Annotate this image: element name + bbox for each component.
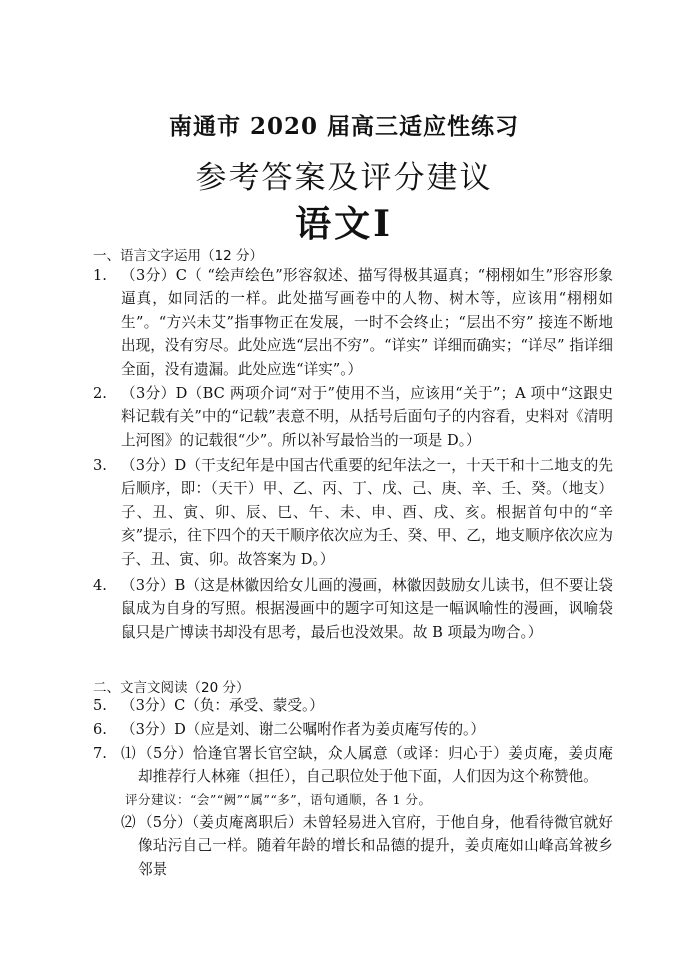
sub-answer-number: ⑵	[121, 813, 136, 831]
subject-title: 语文Ⅰ	[295, 203, 393, 245]
item-number: 7.	[93, 745, 107, 762]
sub-answer-text: （5分）恰逢官署长官空缺，众人属意（或译：归心于）姜贞庵，姜贞庵却推荐行人林雍（担任），自己职位处于他下面，人们因为这个称赞他。	[138, 745, 613, 786]
document-subtitle: 参考答案及评分建议	[195, 160, 493, 196]
answer-item-2	[93, 382, 613, 452]
answer-item-6	[93, 718, 613, 741]
item-text: （3分）D（干支纪年是中国古代重要的纪年法之一，十天干和十二地支的先后顺序，即：（天干）甲、乙、丙、丁、戊、己、庚、辛、壬、癸。（地支）子、丑、寅、卯、辰、巳、午、未、申、酉、戌、亥。根据首句中的“辛亥”提示，往下四个的天干顺序依次应为壬、癸、甲、乙，地支顺序依次应为子、丑、寅、卯。故答案为 D。）	[121, 457, 613, 568]
answer-item-5	[93, 694, 613, 717]
item-text: （3分）C（负：承受、蒙受。）	[121, 697, 324, 714]
item-number: 1.	[93, 267, 107, 284]
sub-answer-2	[121, 811, 613, 881]
item-text: （3分）B（这是林徽因给女儿画的漫画，林徽因鼓励女儿读书，但不要让袋鼠成为自身的写照。根据漫画中的题字可知这是一幅讽喻性的漫画，讽喻袋鼠只是广博读书却没有思考，最后也没效果。故 B 项最为吻合。）	[121, 577, 613, 641]
sub-answer-number: ⑴	[121, 745, 136, 762]
item-number: 3.	[93, 457, 107, 474]
section-heading-language-use: 一、语言文字运用（12 分）	[93, 248, 263, 264]
scoring-note: 评分建议：“会”“阙”“属”“多”，语句通顺，各 1 分。	[125, 791, 432, 807]
answer-item-4	[93, 574, 613, 644]
item-number: 5.	[93, 697, 107, 714]
exam-title: 南通市 2020 届高三适应性练习	[168, 113, 520, 140]
answer-item-3	[93, 454, 613, 571]
sub-answer-1	[121, 742, 613, 789]
item-text: （3分）D（应是刘、谢二公嘱咐作者为姜贞庵写传的。）	[121, 721, 485, 738]
item-text: （3分）C（ “绘声绘色”形容叙述、描写得极其逼真；“栩栩如生”形容形象逼真，如同活的一样。此处描写画卷中的人物、树木等，应该用“栩栩如生”。“方兴未艾”指事物正在发展，一时不会终止；“层出不穷” 接连不断地出现，没有穷尽。此处应选“层出不穷”。“详实” 详细而确实；“详尽” 指详细全面，没有遗漏。此处应选“详实”。）	[121, 267, 613, 378]
item-number: 6.	[93, 721, 107, 738]
answer-item-7	[93, 742, 613, 881]
item-text: （3分）D（BC 两项介词“对于”使用不当，应该用“关于”；A 项中“这跟史料记载有关”中的“记载”表意不明，从括号后面句子的内容看，史料对《清明上河图》的记载很“少”。所以补写最恰当的一项是 D。）	[121, 385, 613, 449]
sub-answer-text: （5分）（姜贞庵离职后）未曾轻易进入官府，于他自身，他看待微官就好像玷污自己一样。随着年龄的增长和品德的提升，姜贞庵如山峰高耸被乡邻景	[138, 813, 613, 878]
section-heading-classical-reading: 二、文言文阅读（20 分）	[93, 680, 250, 696]
answer-item-1	[93, 264, 613, 381]
item-number: 2.	[93, 385, 107, 402]
item-number: 4.	[93, 577, 107, 594]
